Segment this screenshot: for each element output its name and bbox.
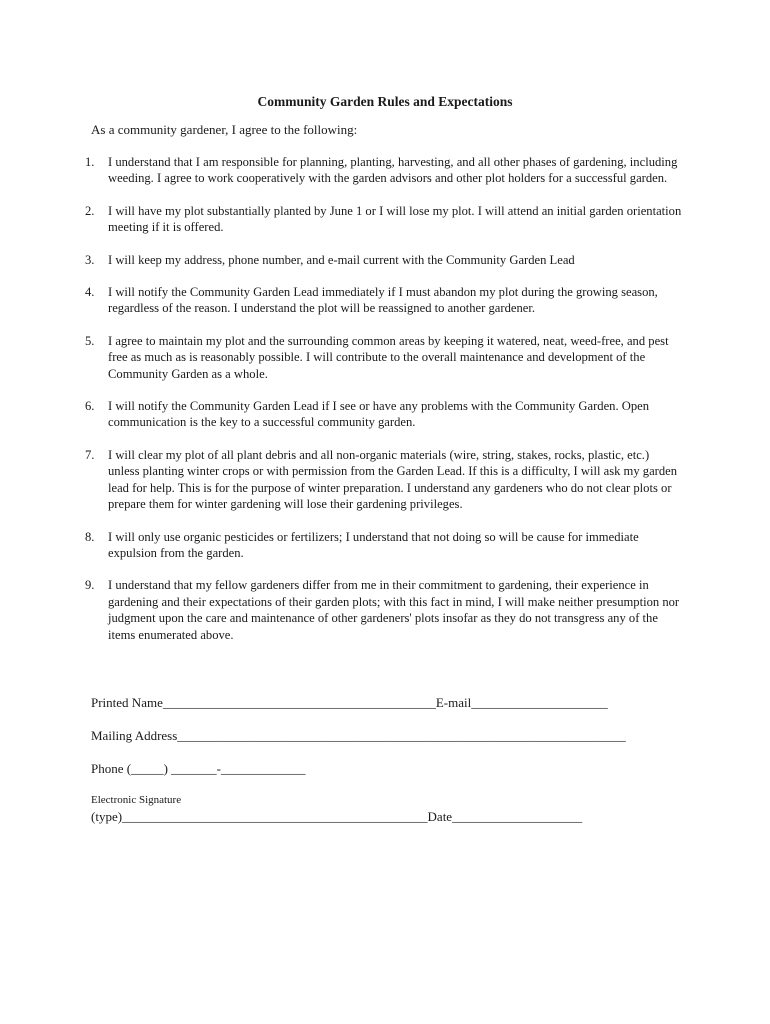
rule-text: I understand that I am responsible for planning, planting, harvesting, and all other phases of gardening, including weeding. I agree to work cooperatively with the garden advisors and other plot holders for a successful garden. bbox=[108, 155, 678, 186]
rule-item bbox=[0, 252, 683, 268]
rule-item bbox=[0, 154, 683, 187]
rule-number: 7. bbox=[85, 447, 95, 462]
rule-number: 5. bbox=[85, 333, 95, 348]
rule-number: 6. bbox=[85, 399, 95, 414]
signature-label: Electronic Signature bbox=[91, 794, 182, 806]
rule-text: I will clear my plot of all plant debris and all non-organic materials (wire, string, stakes, rocks, plastic, etc.) unless planting winter crops or with permission from the Garden Lead. If this is a difficulty, I will ask my garden lead for help. This is for the purpose of winter preparation. I understand any gardeners who do not clear plots or prepare them for winter gardening will lose their gardening privileges. bbox=[108, 447, 678, 512]
printed-name-email-field[interactable]: Printed Name__________________________________________E-mail_____________________ bbox=[91, 695, 608, 710]
rule-number: 1. bbox=[85, 155, 95, 169]
rule-item bbox=[0, 447, 683, 513]
rule-item bbox=[0, 577, 683, 643]
rule-text: I will notify the Community Garden Lead if I see or have any problems with the Community Garden. Open communication is the key to a successful community garden. bbox=[108, 399, 650, 430]
rule-number: 2. bbox=[85, 203, 95, 218]
rule-item bbox=[0, 284, 683, 317]
rule-text: I agree to maintain my plot and the surrounding common areas by keeping it watered, neat, weed-free, and pest free as much as is reasonably possible. I will contribute to the overall maintenance and development of the Community Garden as a whole. bbox=[108, 333, 669, 381]
rule-item bbox=[0, 398, 683, 431]
rules-list bbox=[0, 154, 770, 659]
rule-text: I will have my plot substantially planted by June 1 or I will lose my plot. I will attend an initial garden orientation meeting if it is offered. bbox=[108, 203, 682, 235]
rule-item bbox=[0, 203, 683, 236]
intro-text: As a community gardener, I agree to the following: bbox=[91, 122, 358, 137]
rule-number: 8. bbox=[85, 529, 95, 544]
rule-text: I will only use organic pesticides or fertilizers; I understand that not doing so will be cause for immediate expulsion from the garden. bbox=[108, 529, 639, 560]
rule-number: 3. bbox=[85, 252, 95, 267]
rule-text: I will keep my address, phone number, and e-mail current with the Community Garden Lead bbox=[108, 252, 575, 267]
phone-field[interactable]: Phone (_____) _______-_____________ bbox=[91, 761, 306, 776]
rule-text: I understand that my fellow gardeners differ from me in their commitment to gardening, their experience in gardening and their expectations of their garden plots; with this fact in mind, I will make neither presumption nor judgment upon the care and maintenance of other gardeners' plots insofar as they do not transgress any of the items enumerated above. bbox=[108, 578, 680, 642]
rule-item bbox=[0, 333, 683, 382]
signature-date-field[interactable]: (type)_______________________________________________Date____________________ bbox=[91, 809, 583, 824]
rule-number: 9. bbox=[85, 578, 95, 593]
page-title: Community Garden Rules and Expectations bbox=[257, 94, 513, 109]
rule-text: I will notify the Community Garden Lead immediately if I must abandon my plot during the growing season, regardless of the reason. I understand the plot will be reassigned to another gardener. bbox=[108, 285, 658, 316]
rule-item bbox=[0, 529, 683, 562]
rule-number: 4. bbox=[85, 285, 95, 300]
mailing-address-field[interactable]: Mailing Address_____________________________________________________________________ bbox=[91, 728, 626, 743]
